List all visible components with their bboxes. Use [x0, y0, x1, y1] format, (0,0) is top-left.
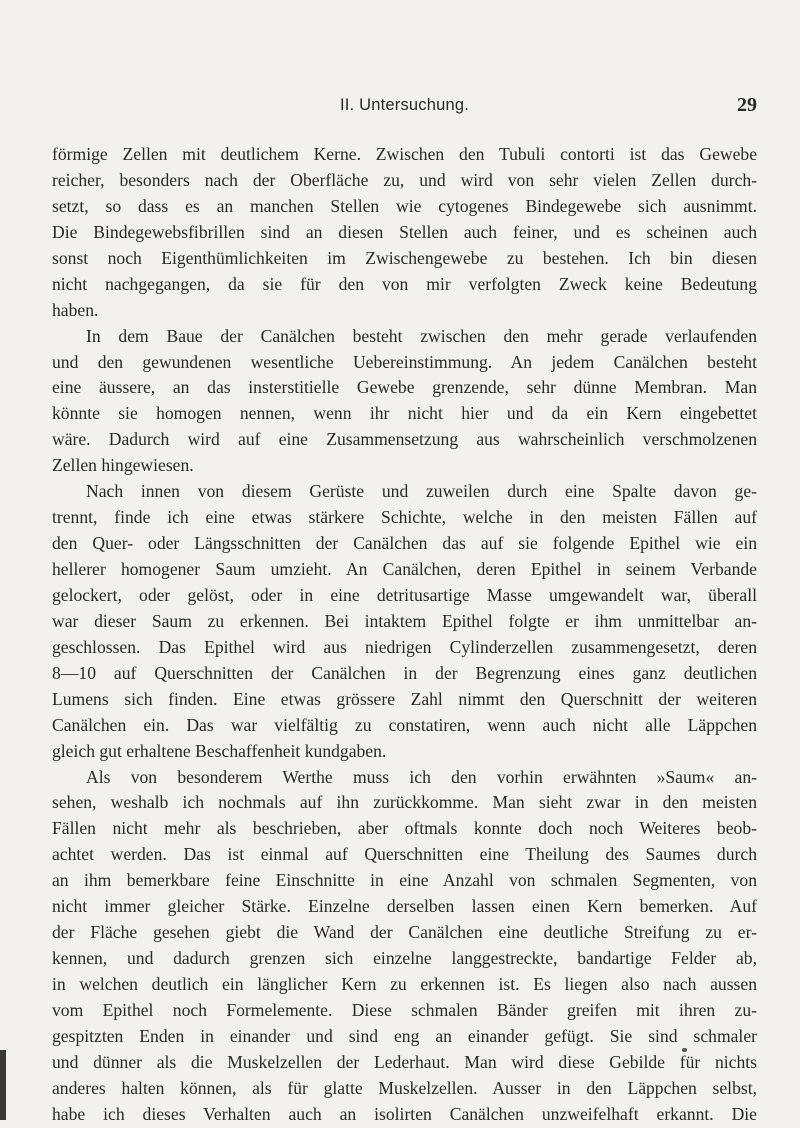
page-number: 29 — [737, 94, 757, 116]
text-line: Die Bindegewebsfibrillen sind an diesen Stellen auch feiner, und es scheinen auch — [52, 221, 757, 242]
running-title: II. Untersuchung. — [339, 96, 470, 114]
text-line: Nach innen von diesem Gerüste und zuweilen durch eine Spalte davon ge- — [86, 481, 757, 502]
text-line: Canälchen ein. Das war vielfältig zu constatiren, wenn auch nicht alle Läppchen — [52, 714, 757, 735]
text-line: gelockert, oder gelöst, oder in eine detritusartige Masse umgewandelt war, überall — [52, 584, 757, 605]
text-line: nicht immer gleicher Stärke. Einzelne derselben lassen einen Kern bemerken. Auf — [52, 896, 757, 917]
running-head — [52, 94, 757, 120]
text-line: sonst noch Eigenthümlichkeiten im Zwischengewebe zu bestehen. Ich bin diesen — [52, 247, 757, 268]
body-text — [52, 142, 757, 1128]
text-line: haben. — [52, 299, 99, 320]
scan-edge-mark — [0, 1050, 6, 1120]
text-line: 8—10 auf Querschnitten der Canälchen in der Begrenzung eines ganz deutlichen — [52, 662, 757, 683]
text-line: habe ich dieses Verhalten auch an isolirten Canälchen unzweifelhaft erkannt. Die — [52, 1103, 757, 1124]
text-line: Lumens sich finden. Eine etwas grössere Zahl nimmt den Querschnitt der weiteren — [52, 688, 757, 709]
text-line: gespitzten Enden in einander und sind eng an einander gefügt. Sie sind schmaler — [52, 1025, 757, 1046]
text-line: und dünner als die Muskelzellen der Lederhaut. Man wird diese Gebilde für nichts — [52, 1051, 757, 1072]
text-line: vom Epithel noch Formelemente. Diese schmalen Bänder greifen mit ihren zu- — [52, 999, 757, 1020]
text-line: kennen, und dadurch grenzen sich einzelne langgestreckte, bandartige Felder ab, — [52, 948, 757, 969]
text-line: an ihm bemerkbare feine Einschnitte in eine Anzahl von schmalen Segmenten, von — [52, 870, 757, 891]
text-line: eine äussere, an das insterstitielle Gewebe grenzende, sehr dünne Membran. Man — [52, 377, 757, 398]
text-line: trennt, finde ich eine etwas stärkere Schichte, welche in den meisten Fällen auf — [52, 507, 757, 528]
text-line: und den gewundenen wesentliche Uebereinstimmung. An jedem Canälchen besteht — [52, 351, 757, 372]
text-line: anderes halten können, als für glatte Muskelzellen. Ausser in den Läppchen selbst, — [52, 1077, 757, 1098]
text-line: setzt, so dass es an manchen Stellen wie cytogenes Bindegewebe sich ausnimmt. — [52, 195, 757, 216]
text-line: gleich gut erhaltene Beschaffenheit kundgaben. — [52, 740, 387, 761]
text-line: den Quer- oder Längsschnitten der Canälchen das auf sie folgende Epithel wie ein — [52, 533, 757, 554]
text-line: nicht nachgegangen, da sie für den von mir verfolgten Zweck keine Bedeutung — [52, 273, 757, 294]
text-line: war dieser Saum zu erkennen. Bei intaktem Epithel folgte er ihm unmittelbar an- — [52, 610, 757, 631]
text-line: achtet werden. Das ist einmal auf Querschnitten eine Theilung des Saumes durch — [52, 844, 757, 865]
text-line: könnte sie homogen nennen, wenn ihr nicht hier und da ein Kern eingebettet — [52, 403, 757, 424]
text-line: Fällen nicht mehr als beschrieben, aber oftmals konnte doch noch Weiteres beob- — [52, 818, 757, 839]
text-line: in welchen deutlich ein länglicher Kern zu erkennen ist. Es liegen also nach aussen — [52, 974, 757, 994]
text-line: Zellen hingewiesen. — [52, 455, 194, 476]
scan-speck — [682, 1048, 687, 1052]
text-line: Als von besonderem Werthe muss ich den vorhin erwähnten »Saum« an- — [86, 766, 757, 787]
text-line: reicher, besonders nach der Oberfläche zu, und wird von sehr vielen Zellen durch- — [52, 169, 757, 190]
text-line: wäre. Dadurch wird auf eine Zusammensetzung aus wahrscheinlich verschmolzenen — [52, 429, 757, 450]
text-line: hellerer homogener Saum umzieht. An Canälchen, deren Epithel in seinem Verbande — [52, 559, 757, 579]
text-line: sehen, weshalb ich nochmals auf ihn zurückkomme. Man sieht zwar in den meisten — [52, 792, 757, 813]
text-line: geschlossen. Das Epithel wird aus niedrigen Cylinderzellen zusammengesetzt, deren — [52, 636, 757, 657]
text-line: der Fläche gesehen giebt die Wand der Canälchen eine deutliche Streifung zu er- — [52, 922, 757, 943]
text-line: förmige Zellen mit deutlichem Kerne. Zwischen den Tubuli contorti ist das Gewebe — [52, 144, 757, 164]
text-line: In dem Baue der Canälchen besteht zwischen den mehr gerade verlaufenden — [86, 325, 757, 346]
